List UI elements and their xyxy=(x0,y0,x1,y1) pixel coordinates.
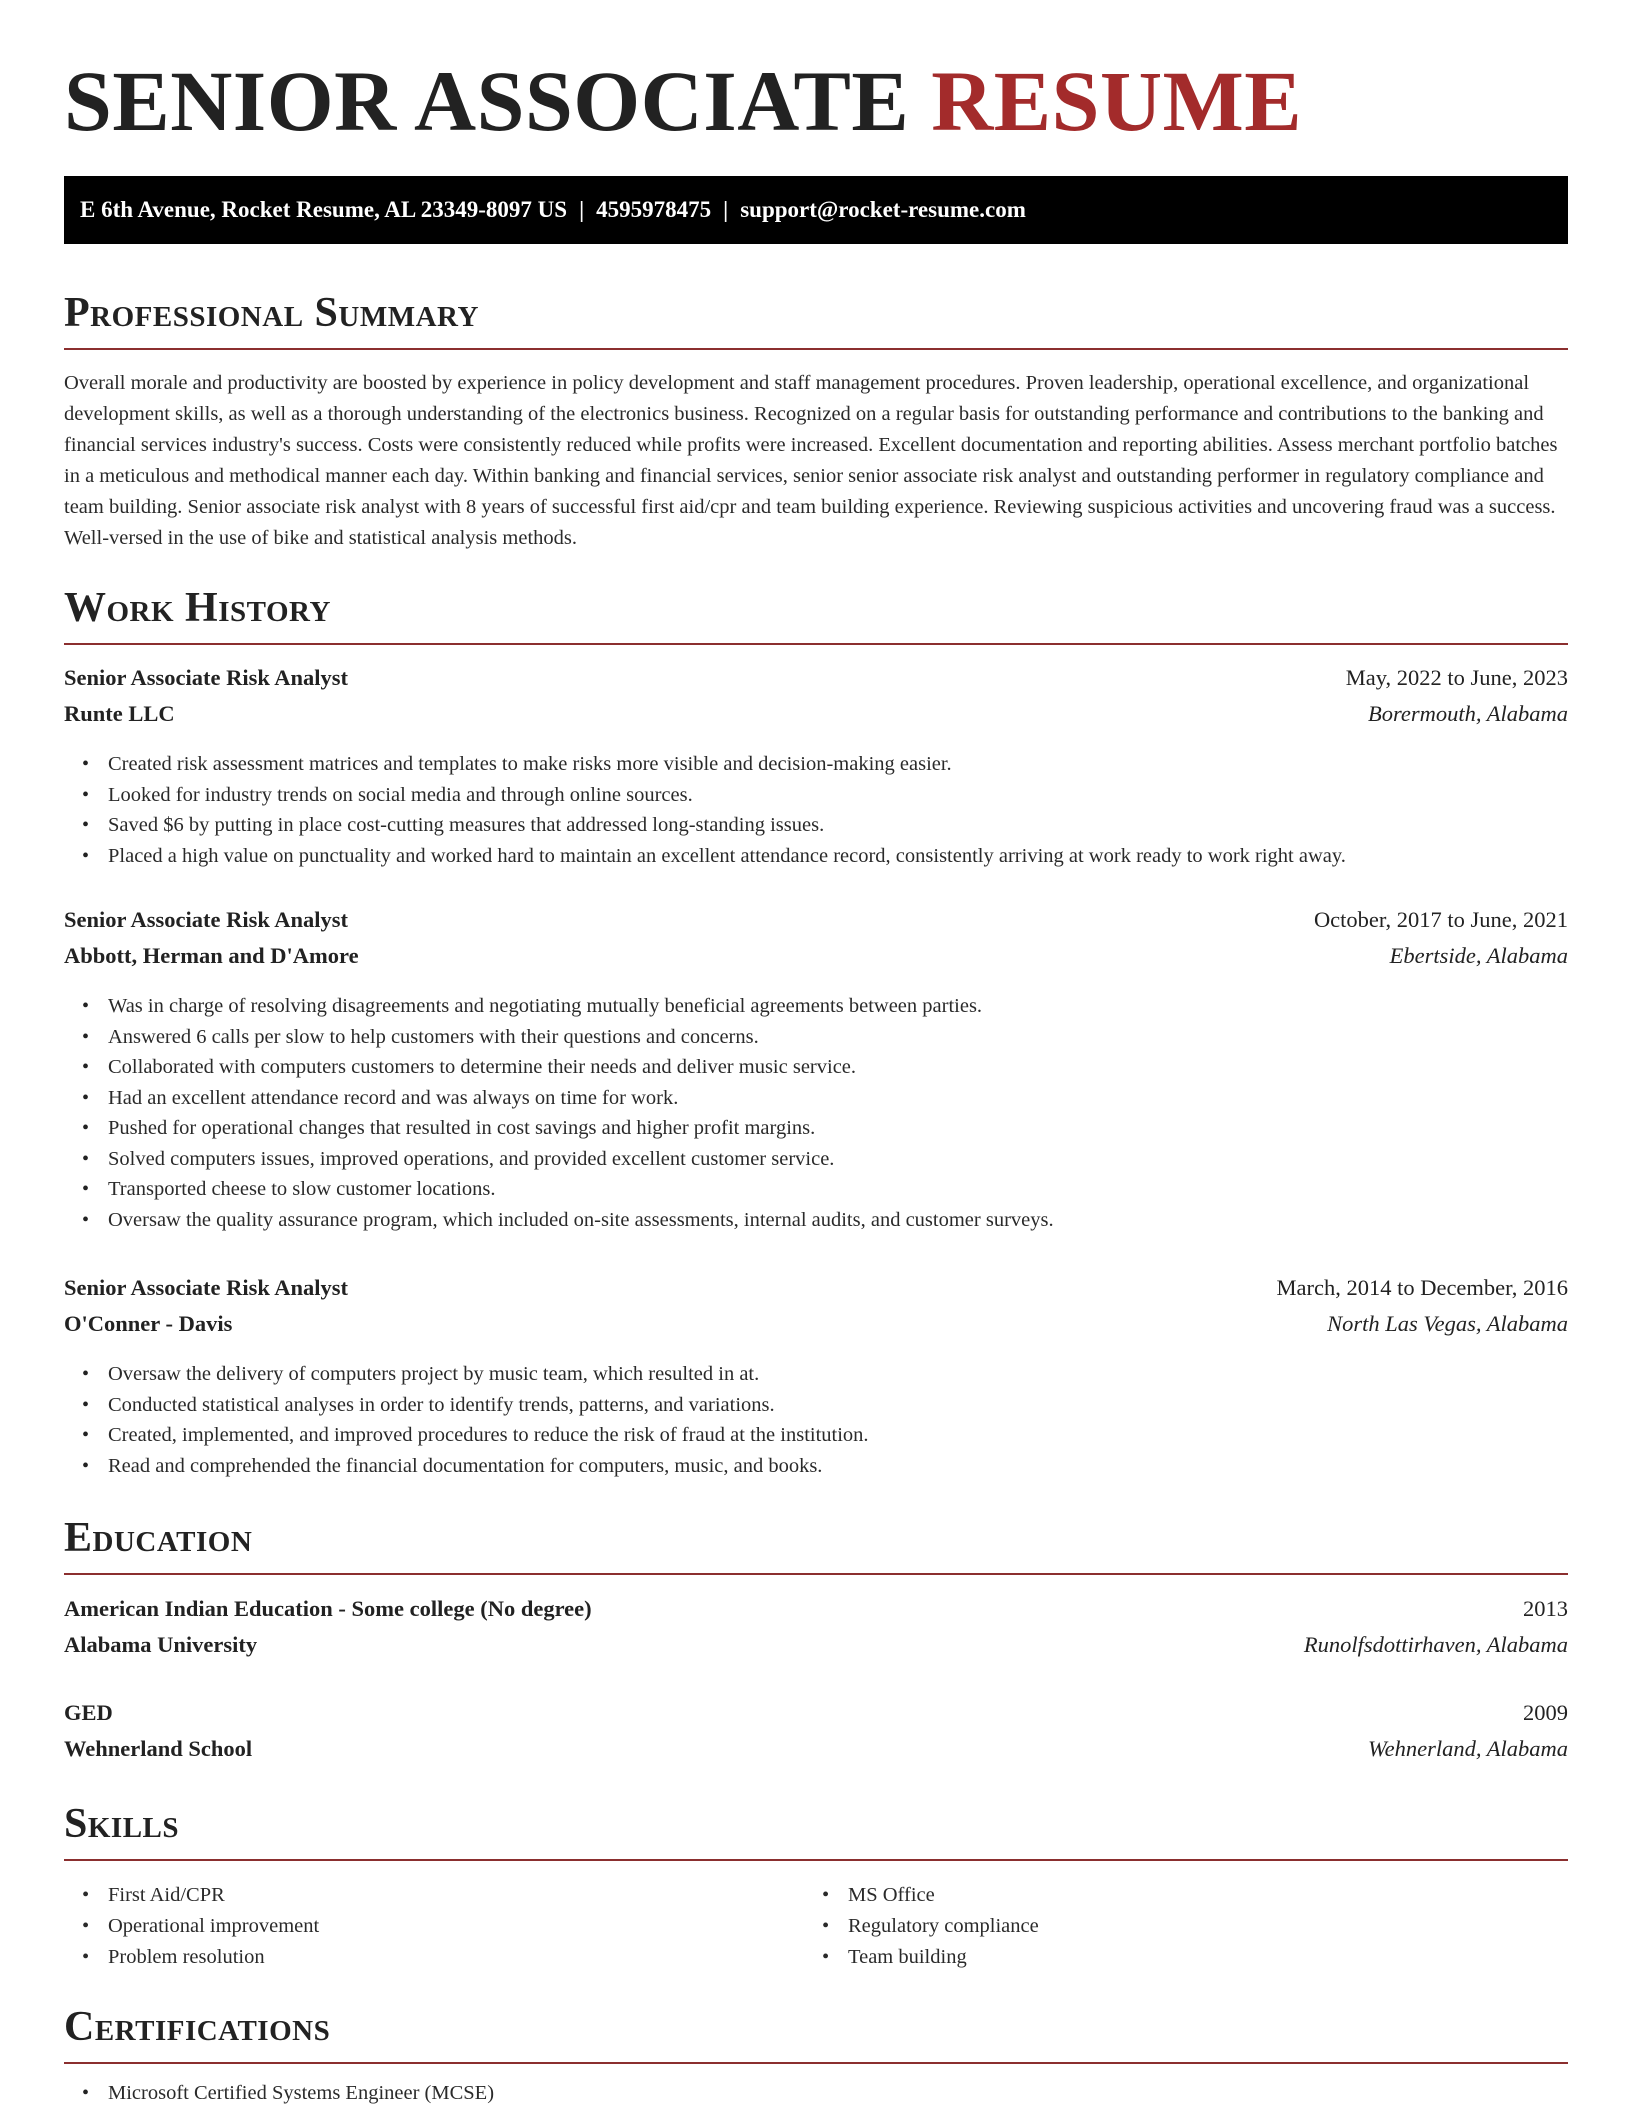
job-company: Runte LLC xyxy=(64,701,175,726)
skills-list xyxy=(64,1880,1568,1973)
list-item: • Collaborated with computers customers to determine their needs and deliver music service. xyxy=(64,1052,1568,1083)
contact-separator: | xyxy=(723,197,729,222)
list-item: • Read and comprehended the financial documentation for computers, music, and books. xyxy=(64,1451,1568,1482)
contact-bar xyxy=(64,176,1568,244)
contact-address: E 6th Avenue, Rocket Resume, AL 23349-8097 US xyxy=(80,197,568,222)
job-bullets xyxy=(64,991,1568,1235)
job-bullets xyxy=(64,1359,1568,1481)
skill-item: • Regulatory compliance xyxy=(804,1911,1544,1942)
education-location: Wehnerland, Alabama xyxy=(1368,1736,1568,1761)
skill-item: • MS Office xyxy=(804,1880,1544,1911)
job-company: O'Conner - Davis xyxy=(64,1311,233,1336)
list-item: • Oversaw the delivery of computers project by music team, which resulted in at. xyxy=(64,1359,1568,1390)
skills-heading: Skills xyxy=(64,1803,1568,1861)
list-item: • Had an excellent attendance record and was always on time for work. xyxy=(64,1083,1568,1114)
job-location: North Las Vegas, Alabama xyxy=(1327,1311,1568,1336)
education-school: Alabama University xyxy=(64,1632,258,1657)
list-item: • Pushed for operational changes that resulted in cost savings and higher profit margins. xyxy=(64,1113,1568,1144)
education-degree: American Indian Education - Some college (No degree) xyxy=(64,1596,592,1621)
job-dates: March, 2014 to December, 2016 xyxy=(1276,1275,1568,1300)
title-main: SENIOR ASSOCIATE xyxy=(64,53,910,149)
list-item: • Saved $6 by putting in place cost-cutting measures that addressed long-standing issues. xyxy=(64,810,1568,841)
list-item: • Transported cheese to slow customer locations. xyxy=(64,1174,1568,1205)
job-entry xyxy=(64,665,1568,871)
job-entry xyxy=(64,1275,1568,1481)
resume-title xyxy=(64,53,1303,149)
job-dates: October, 2017 to June, 2021 xyxy=(1313,907,1568,932)
skill-item: • Problem resolution xyxy=(64,1942,804,1973)
education-year: 2009 xyxy=(1523,1700,1568,1725)
job-title: Senior Associate Risk Analyst xyxy=(64,907,348,932)
skill-item: • First Aid/CPR xyxy=(64,1880,804,1911)
work-history-heading: Work History xyxy=(64,587,1568,645)
list-item: • Solved computers issues, improved operations, and provided excellent customer service. xyxy=(64,1144,1568,1175)
certification-item: • Microsoft Certified Systems Engineer (MCSE) xyxy=(64,2078,1568,2109)
list-item: • Placed a high value on punctuality and worked hard to maintain an excellent attendance record, consistently arriving at work ready to work right away. xyxy=(64,841,1568,872)
skill-item: • Team building xyxy=(804,1942,1544,1973)
list-item: • Created, implemented, and improved procedures to reduce the risk of fraud at the institution. xyxy=(64,1420,1568,1451)
education-location: Runolfsdottirhaven, Alabama xyxy=(1303,1632,1568,1657)
education-entry xyxy=(64,1596,1568,1668)
job-entry xyxy=(64,907,1568,1235)
job-company: Abbott, Herman and D'Amore xyxy=(64,943,359,968)
contact-email[interactable]: support@rocket-resume.com xyxy=(740,197,1026,222)
list-item: • Created risk assessment matrices and templates to make risks more visible and decision-making easier. xyxy=(64,749,1568,780)
education-entry xyxy=(64,1700,1568,1772)
education-year: 2013 xyxy=(1523,1596,1568,1621)
education-degree: GED xyxy=(64,1700,113,1725)
list-item: • Oversaw the quality assurance program, which included on-site assessments, internal audits, and customer surveys. xyxy=(64,1205,1568,1236)
job-location: Borermouth, Alabama xyxy=(1368,701,1568,726)
list-item: • Conducted statistical analyses in order to identify trends, patterns, and variations. xyxy=(64,1390,1568,1421)
certifications-list xyxy=(64,2078,1568,2109)
list-item: • Was in charge of resolving disagreements and negotiating mutually beneficial agreements between parties. xyxy=(64,991,1568,1022)
skills-column-right xyxy=(804,1880,1544,1973)
summary-text: Overall morale and productivity are boosted by experience in policy development and staff management procedures. Proven leadership, operational excellence, and organizational development skills, as well as a thorough understanding of the electronics business. Recognized on a regular basis for outstanding performance and contributions to the banking and financial services industry's success. Costs were consistently reduced while profits were increased. Excellent documentation and reporting abilities. Assess merchant portfolio batches in a meticulous and methodical manner each day. Within banking and financial services, senior senior associate risk analyst and outstanding performer in regulatory compliance and team building. Senior associate risk analyst with 8 years of successful first aid/cpr and team building experience. Reviewing suspicious activities and uncovering fraud was a success. Well-versed in the use of bike and statistical analysis methods. xyxy=(64,372,1558,549)
contact-separator: | xyxy=(579,197,585,222)
summary-heading: Professional Summary xyxy=(64,292,1568,350)
education-school: Wehnerland School xyxy=(64,1736,253,1761)
job-dates: May, 2022 to June, 2023 xyxy=(1345,665,1568,690)
title-accent: RESUME xyxy=(931,53,1303,149)
job-title: Senior Associate Risk Analyst xyxy=(64,665,348,690)
contact-phone: 4595978475 xyxy=(596,197,712,222)
certifications-heading: Certifications xyxy=(64,2006,1568,2064)
skill-item: • Operational improvement xyxy=(64,1911,804,1942)
job-location: Ebertside, Alabama xyxy=(1389,943,1568,968)
skills-column-left xyxy=(64,1880,804,1973)
list-item: • Answered 6 calls per slow to help customers with their questions and concerns. xyxy=(64,1022,1568,1053)
job-bullets xyxy=(64,749,1568,871)
education-heading: Education xyxy=(64,1517,1568,1575)
list-item: • Looked for industry trends on social media and through online sources. xyxy=(64,780,1568,811)
job-title: Senior Associate Risk Analyst xyxy=(64,1275,348,1300)
